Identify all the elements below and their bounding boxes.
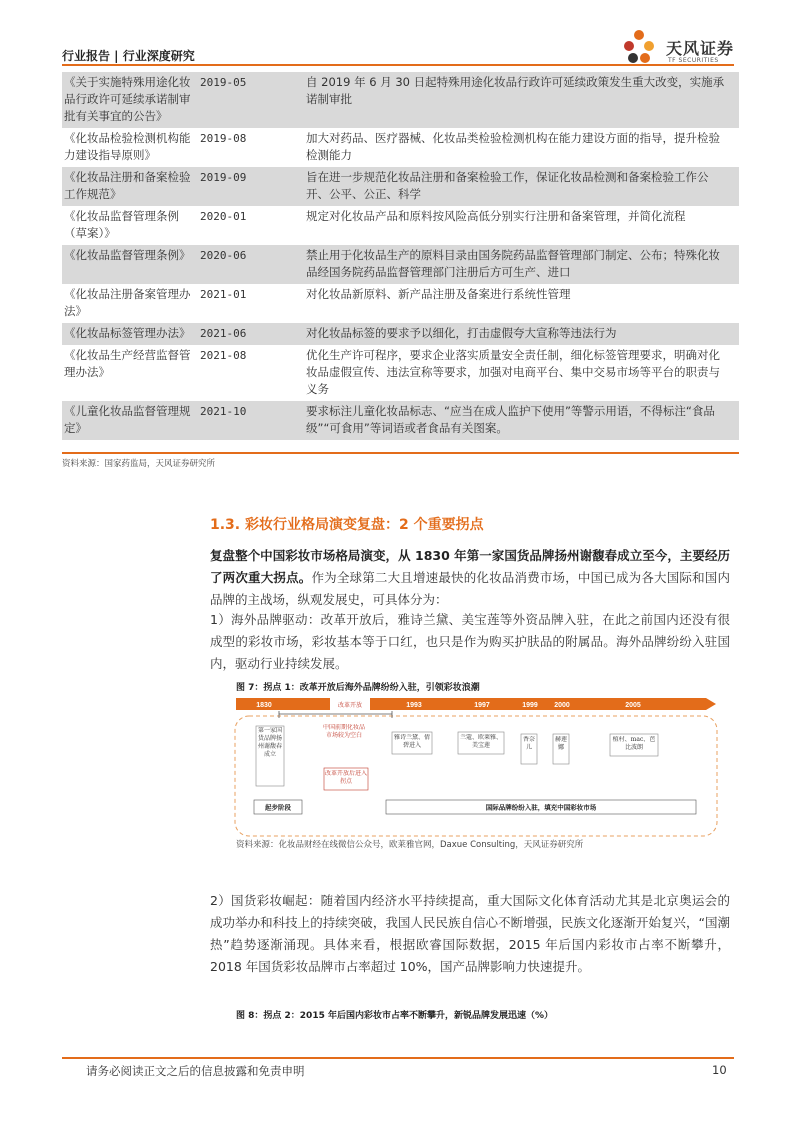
year-2005: 2005	[625, 702, 641, 709]
box-market-gap-text: 中国前期化妆品市场较为空白	[322, 724, 365, 739]
section-title: 1.3. 彩妆行业格局演变复盘：2 个重要拐点	[210, 517, 484, 533]
policy-description: 要求标注儿童化妆品标志、“应当在成人监护下使用”等警示用语，不得标注“食品级”“可食用”等词语或者食品有关图案。	[300, 401, 739, 440]
policy-date: 2021-06	[194, 323, 300, 345]
table-row	[62, 206, 739, 245]
policy-description: 对化妆品新原料、新产品注册及备案进行系统性管理	[306, 287, 571, 301]
box-reform-text: 改革开放后进入拐点	[325, 770, 367, 785]
figure-7-caption: 图 7：拐点 1：改革开放后海外品牌纷纷入驻，引领彩妆浪潮	[236, 683, 480, 693]
reform-label: 改革开放	[337, 702, 363, 709]
policy-date: 2020-01	[200, 210, 247, 223]
policy-description: 旨在进一步规范化妆品注册和备案检验工作，保证化妆品检测和备案检验工作公开、公平、公正、科学	[300, 167, 739, 206]
table-row	[62, 401, 739, 440]
policy-description: 规定对化妆品产品和原料按风险高低分别实行注册和备案管理，并简化流程	[306, 209, 686, 223]
table-bottom-rule	[62, 452, 739, 454]
box-1997-text: 兰蔻、欧莱雅、美宝莲	[459, 734, 502, 749]
box-1999-text: 香奈儿	[522, 736, 535, 751]
policy-name: 《化妆品生产经营监督管理办法》	[64, 348, 191, 379]
table-row	[62, 284, 739, 323]
policy-date: 2019-05	[194, 72, 300, 128]
policy-date: 2019-09	[194, 167, 300, 206]
table-row	[62, 323, 739, 345]
policy-date: 2021-01	[200, 288, 247, 301]
policy-table	[62, 72, 739, 440]
policy-description: 对化妆品标签的要求予以细化，打击虚假夸大宣称等违法行为	[300, 323, 739, 345]
figure-8-caption: 图 8：拐点 2：2015 年后国内彩妆市占率不断攀升，新锐品牌发展迅速（%）	[236, 1011, 553, 1021]
policy-date: 2019-08	[200, 132, 247, 145]
table-source: 资料来源：国家药监局，天风证券研究所	[62, 459, 216, 469]
policy-name: 《化妆品检验检测机构能力建设指导原则》	[64, 131, 191, 162]
policy-date: 2020-06	[194, 245, 300, 284]
paragraph-intro-bold: 复盘整个中国彩妆市场格局演变，从 1830 年第一家国货品牌扬州谢馥春成立至今，主要经历了两次重大拐点。	[210, 548, 730, 585]
policy-date: 2021-10	[194, 401, 300, 440]
policy-name: 《关于实施特殊用途化妆品行政许可延续承诺制审批有关事宜的公告》	[62, 72, 194, 128]
policy-description: 自 2019 年 6 月 30 日起特殊用途化妆品行政许可延续政策发生重大改变，实施承诺制审批	[300, 72, 739, 128]
paragraph-point-1: 1）海外品牌驱动：改革开放后，雅诗兰黛、美宝莲等外资品牌入驻，在此之前国内还没有很成型的彩妆市场，彩妆基本等于口红，也只是作为购买护肤品的附属品。海外品牌纷纷入驻国内，驱动行业持续发展。	[210, 612, 730, 671]
policy-name: 《化妆品注册备案管理办法》	[64, 287, 191, 318]
logo-name: 天风证券	[666, 39, 735, 58]
policy-date: 2021-08	[200, 349, 247, 362]
paragraph-intro	[210, 545, 730, 611]
table-row	[62, 167, 739, 206]
table-row	[62, 245, 739, 284]
year-1999: 1999	[522, 702, 538, 709]
policy-name: 《化妆品监督管理条例（草案）》	[64, 209, 179, 240]
logo-name-en: TF SECURITIES	[668, 57, 719, 64]
policy-name: 《化妆品监督管理条例》	[62, 245, 194, 284]
stage-start-label: 起步阶段	[265, 803, 291, 812]
table-row	[62, 345, 739, 401]
policy-description: 加大对药品、医疗器械、化妆品类检验检测机构在能力建设方面的指导，提升检验检测能力	[306, 131, 720, 162]
table-row	[62, 72, 739, 128]
paragraph-point-2: 2）国货彩妆崛起：随着国内经济水平持续提高，重大国际文化体育活动尤其是北京奥运会的成功举办和科技上的持续突破，我国人民民族自信心不断增强，民族文化逐渐开始复兴，“国潮热”趋势逐渐涌现。具体来看，根据欧睿国际数据，2015 年后国内彩妆市占率不断攀升，2018 年国货彩妆品牌市占率超过 10%，国产品牌影响力快速提升。	[210, 893, 730, 974]
box-2000-text: 赫莲娜	[554, 736, 567, 751]
policy-name: 《化妆品注册和备案检验工作规范》	[62, 167, 194, 206]
report-category: 行业报告 | 行业深度研究	[62, 49, 195, 63]
table-row	[62, 128, 739, 167]
footer-rule	[62, 1057, 734, 1059]
footer-disclaimer: 请务必阅读正文之后的信息披露和免责申明	[86, 1064, 305, 1078]
year-1993: 1993	[406, 702, 422, 709]
year-1830: 1830	[256, 702, 272, 709]
year-2000: 2000	[554, 702, 570, 709]
figure-7-source: 资料来源：化妆品财经在线微信公众号，欧莱雅官网，Daxue Consulting，天风证券研究所	[236, 840, 584, 850]
figure-7-timeline	[232, 694, 722, 838]
page-number: 10	[712, 1063, 727, 1077]
paragraph-intro-rest: 作为全球第二大且增速最快的化妆品消费市场，中国已成为各大国际和国内品牌的主战场，纵观发展史，可具体分为：	[210, 570, 730, 607]
stage-intl-label: 国际品牌纷纷入驻，填充中国彩妆市场	[485, 803, 597, 812]
policy-description: 禁止用于化妆品生产的原料目录由国务院药品监督管理部门制定、公布；特殊化妆品经国务院药品监督管理部门注册后方可生产、进口	[300, 245, 739, 284]
policy-description: 优化生产许可程序，要求企业落实质量安全责任制，细化标签管理要求，明确对化妆品虚假宣传、违法宣称等要求，加强对电商平台、集中交易市场等平台的职责与义务	[306, 348, 720, 396]
box-1993-text: 雅诗兰黛、倩碧进入	[393, 734, 430, 749]
policy-name: 《化妆品标签管理办法》	[62, 323, 194, 345]
box-first-brand-text: 第一家国货品牌扬州谢馥春成立	[257, 727, 282, 758]
policy-name: 《儿童化妆品监督管理规定》	[62, 401, 194, 440]
box-2005-text: 植村、mac、芭比波朗	[612, 736, 656, 751]
year-1997: 1997	[474, 702, 490, 709]
